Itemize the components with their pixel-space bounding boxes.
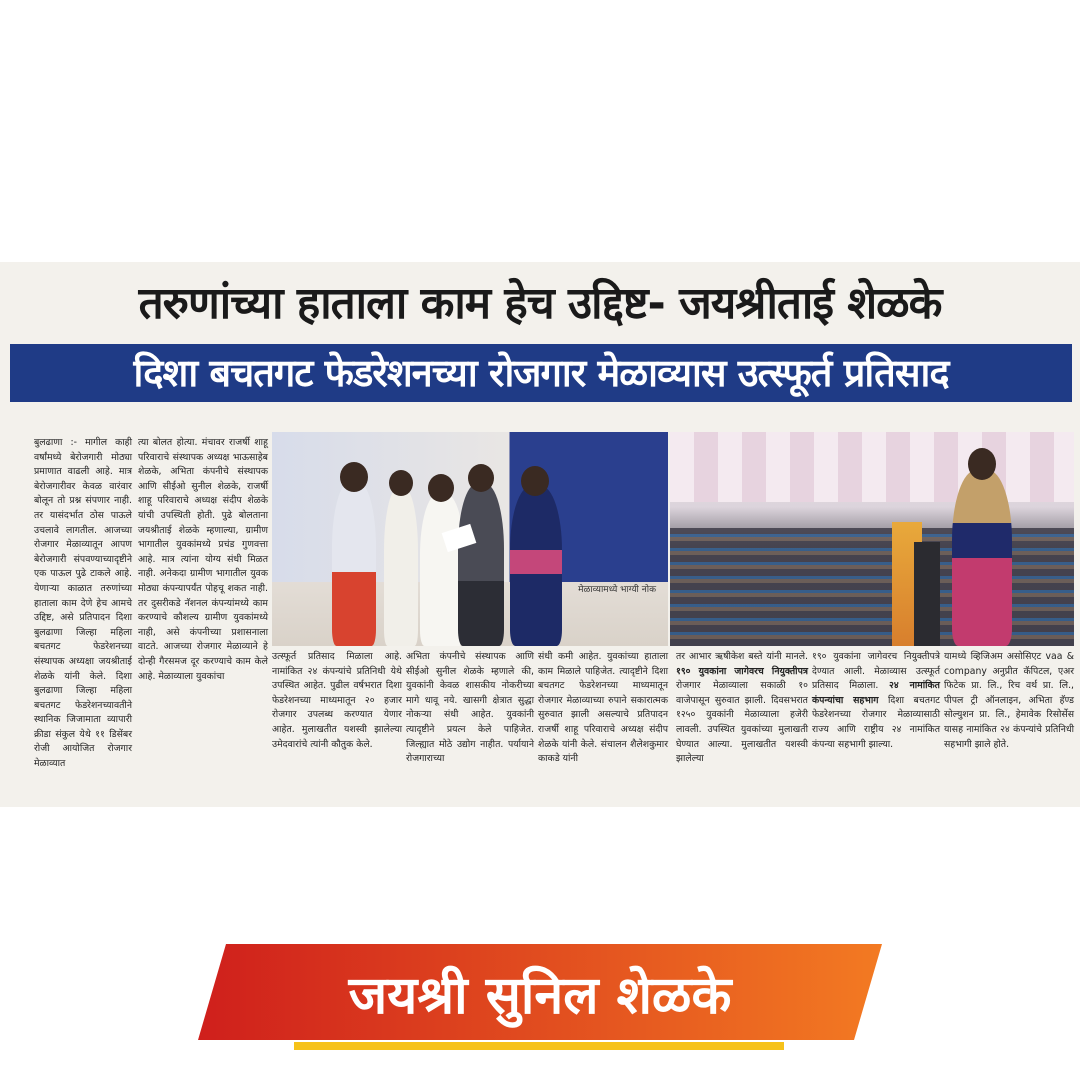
person-figure [510, 486, 562, 646]
article-text: संधी कमी आहेत. युवकांच्या हाताला काम मिळाले पाहिजेत. त्यादृष्टीने दिशा बचतगट फेडरेशनच्या माध्यमातून रोजगार मेळाव्याच्या रुपाने सकारात्मक सुरुवात झाली असल्याचे प्रतिपादन राजर्षी शाहू परिवाराचे अध्यक्ष संदीप शेळके यांनी केले. संचालन शैलेशकुमार काकडे यांनी [538, 651, 668, 765]
person-head [468, 464, 494, 492]
article-text: बुलढाणा :- मागील काही वर्षांमध्ये बेरोजगारी मोठ्या प्रमाणात वाढली आहे. मात्र बेरोजगारीवर केवळ वारंवार बोलून तो प्रश्न संपणार नाही. तर यासंदर्भात ठोस पाऊले उचलावे लागतील. आजच्या रोजगार मेळाव्यातून आपण बेरोजगारी संपवण्याच्यादृष्टीने एक पाऊल पुढे टाकले आहे. येणाऱ्या काळात तरुणांच्या हाताला काम देणे हेच आमचे उद्दिष्ट, असे प्रतिपादन दिशा बुलढाणा जिल्हा महिला बचतगट फेडरेशनच्या संस्थापक अध्यक्षा जयश्रीताई शेळके यांनी केले. दिशा बुलढाणा जिल्हा महिला बचतगट फेडरेशनच्यावतीने स्थानिक जिजामाता व्यापारी क्रीडा संकुल येथे ११ डिसेंबर रोजी आयोजित रोजगार मेळाव्यात [34, 437, 132, 770]
article-column-1 [34, 436, 132, 806]
article-text: रोजगार मेळाव्याला सकाळी १० वाजेपासून सुरुवात झाली. दिवसभरात १२५० युवकांनी मेळाव्याला हजेरी लावली. उपस्थित युवकांच्या मुलाखती घेण्यात आल्या. मुलाखतीत यशस्वी झालेल्या [676, 680, 808, 765]
name-banner [198, 944, 882, 1056]
article-subheading: १९० युवकांना जागेवरच नियुक्तीपत्र [676, 665, 808, 677]
article-column-3 [272, 650, 402, 806]
person-figure [332, 482, 376, 646]
podium [914, 542, 940, 646]
person-head [521, 466, 549, 496]
article-text: यामध्ये व्हिजिअम असोसिएट vaa & company अनुप्रीत कॅपिटल, एअर फिटेक प्रा. लि., रिच वर्थ प्रा. लि., पीपल ट्री ऑनलाइन, अभिता हॅण्ड सोल्युशन प्रा. लि., हेमावेक रिसोर्सेस यासह नामांकित २४ कंपन्यांचे प्रतिनिधी सहभागी झाले होते. [944, 651, 1074, 750]
person-head [428, 474, 454, 502]
article-text: दिशा बचतगट फेडरेशनच्या रोजगार मेळाव्यासाठी राज्य आणि राष्ट्रीय २४ नामांकित कंपन्या सहभागी झाल्या. [812, 694, 940, 750]
article-column-6 [676, 650, 808, 806]
article-subheading: २४ नामांकित कंपन्यांचा सहभाग [812, 680, 940, 706]
article-text: १९० युवकांना जागेवरच नियुक्तीपत्रे देण्यात आली. मेळाव्यास उत्स्फूर्त प्रतिसाद मिळाला. [812, 651, 940, 692]
person-figure [458, 484, 504, 646]
clipping-top-edge [10, 262, 1070, 270]
article-column-7 [812, 650, 940, 806]
tent-canopy [670, 432, 1074, 502]
headline: तरुणांच्या हाताला काम हेच उद्दिष्ट- जयश्रीताई शेळके [138, 278, 942, 329]
person-head [340, 462, 368, 492]
banner-strip-text: मेळाव्यामध्ये भाग्यी नोक [578, 585, 656, 595]
article-text: तर आभार ऋषीकेश बस्ते यांनी मानले. [676, 651, 808, 662]
article-column-8 [944, 650, 1074, 806]
person-head [389, 470, 413, 496]
article-column-4 [406, 650, 534, 806]
event-photo-audience [670, 432, 1074, 646]
person-figure [384, 488, 418, 646]
speaker-figure [952, 470, 1012, 646]
banner-underline [294, 1042, 784, 1050]
article-text: त्या बोलत होत्या. मंचावर राजर्षी शाहू परिवाराचे संस्थापक अध्यक्ष भाऊसाहेब शेळके, अभिता कंपनीचे संस्थापक आणि सीईओ सुनील शेळके, राजर्षी शाहू परिवाराचे अध्यक्ष संदीप शेळके यांची उपस्थिती होती. पुढे बोलताना जयश्रीताई शेळके म्हणाल्या, ग्रामीण भागातील युवकांमध्ये प्रचंड गुणवत्ता आहे. मात्र त्यांना योग्य संधी मिळत नाही. अनेकदा ग्रामीण भागातील युवक मोठ्या कंपन्यापर्यंत पोहचू शकत नाही. तर दुसरीकडे नॅशनल कंपन्यांमध्ये काम करण्याचे कौशल्य ग्रामीण युवकांमध्ये नाही, असे कंपनीच्या प्रशासनाला वाटते. आजच्या रोजगार मेळाव्याने हे दोन्ही गैरसमज दूर करण्याचे काम केले आहे. मेळाव्याला युवकांचा [138, 437, 268, 682]
speaker-head [968, 448, 996, 480]
article-column-2 [138, 436, 268, 806]
featured-name: जयश्री सुनिल शेळके [348, 966, 732, 1026]
article-text: अभिता कंपनीचे संस्थापक आणि सीईओ सुनील शेळके म्हणाले की, युवकांनी केवळ शासकीय नोकरीच्या मागे धावू नये. खासगी क्षेत्रात सुद्धा नोकऱ्या संधी आहेत. युवकांनी त्यादृष्टीने प्रयत्न केले पाहिजेत. जिल्ह्यात मोठे उद्योग नाहीत. पर्यायाने रोजगाराच्या [406, 651, 534, 765]
audience-crowd [670, 528, 1074, 646]
article-column-5 [538, 650, 668, 806]
subheadline: दिशा बचतगट फेडरेशनच्या रोजगार मेळाव्यास उत्स्फूर्त प्रतिसाद [10, 344, 1072, 402]
newspaper-clipping [0, 262, 1080, 807]
article-text: उत्स्फूर्त प्रतिसाद मिळाला आहे. नामांकित २४ कंपन्यांचे प्रतिनिधी येथे उपस्थित आहेत. पुढील वर्षभरात दिशा फेडरेशनच्या माध्यमातून २० हजार रोजगार उपलब्ध करण्यात येणार आहेत. मुलाखतीत यशस्वी झालेल्या उमेदवारांचे त्यांनी कौतुक केले. [272, 651, 402, 750]
event-photo-stage [272, 432, 668, 646]
